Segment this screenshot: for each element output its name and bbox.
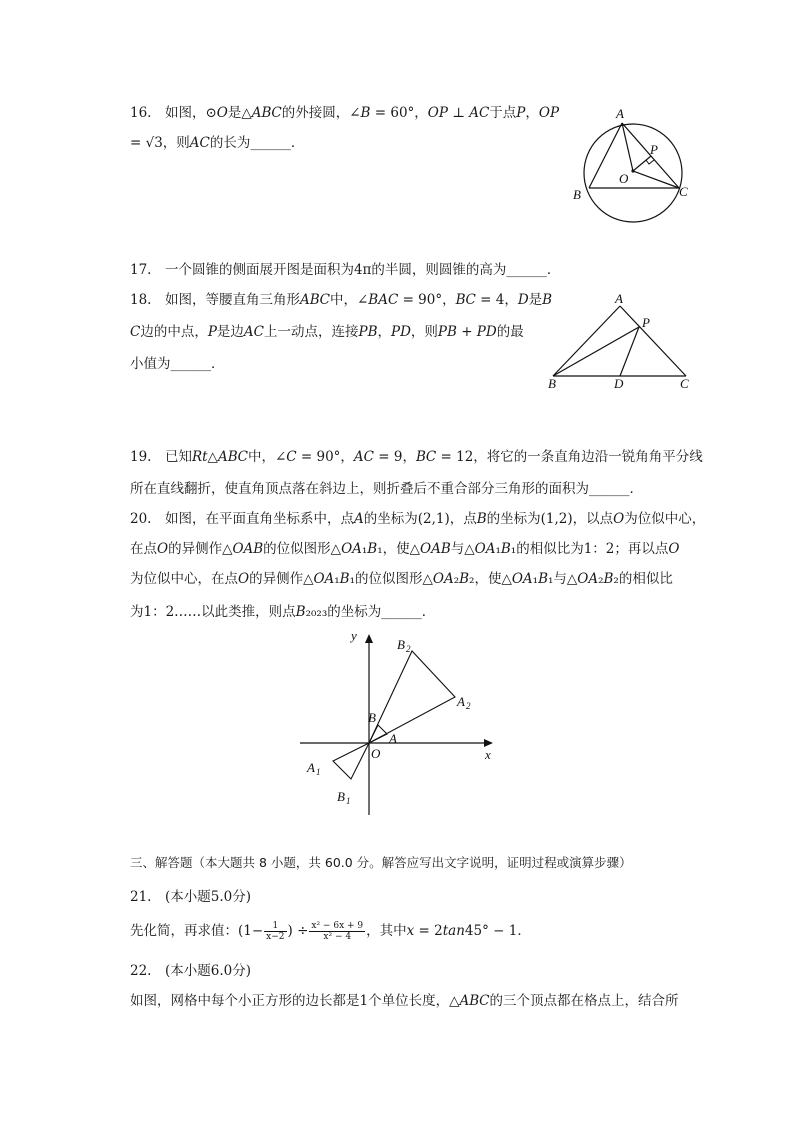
q21-suffix: ，其中𝑥 = 2𝑡𝑎𝑛45° − 1． [366,923,531,939]
q20-figure [295,625,505,820]
q20-line2: 在点𝑂的异侧作△𝑂𝐴𝐵的位似图形△𝑂𝐴₁𝐵₁，使△𝑂𝐴𝐵与△𝑂𝐴₁𝐵₁的相似比为1：2；再以点𝑂 [130,541,680,557]
q21-frac2-num: x² − 6x + 9 [311,921,364,931]
axis-label-x: x [485,747,491,762]
q20-line4: 为1：2……以此类推，则点𝐵₂₀₂₃的坐标为______． [130,604,436,620]
label-a2-sub: 2 [466,701,471,711]
q21-mid: ) ÷ [287,923,309,939]
label-b: B [548,376,556,391]
label-a1: A [307,760,315,775]
q21-body [130,918,531,944]
label-b1: B [337,789,345,804]
label-o: O [371,746,381,761]
q21-frac2-den: x² − 4 [323,932,352,942]
label-a: A [616,106,624,121]
label-p: P [650,142,658,157]
q18-line1: 18. 如图，等腰直角三角形𝐴𝐵𝐶中，∠𝐵𝐴𝐶 = 90°，𝐵𝐶 = 4，𝐷是𝐵 [130,292,553,308]
label-p: P [642,315,650,330]
label-c: C [680,376,689,391]
q21-header: 21. (本小题5.0分) [130,889,251,905]
label-b1-sub: 1 [346,796,351,806]
label-b: B [573,187,581,202]
q18-line3: 小值为______． [130,356,225,372]
q18-line2: 𝐶边的中点，𝑃是边𝐴𝐶上一动点，连接𝑃𝐵，𝑃𝐷，则𝑃𝐵 + 𝑃𝐷的最 [130,324,524,340]
q20-line3: 为位似中心，在点𝑂的异侧作△𝑂𝐴₁𝐵₁的位似图形△𝑂𝐴₂𝐵₂，使△𝑂𝐴₁𝐵₁与△𝑂𝐴₂𝐵₂的相似比 [130,571,673,587]
q17-line1: 17. 一个圆锥的侧面展开图是面积为4π的半圆，则圆锥的高为______． [130,262,561,278]
q16-line2: = √3，则𝐴𝐶的长为______． [130,135,305,151]
section-title: 三、解答题（本大题共 8 小题，共 60.0 分。解答应写出文字说明，证明过程或演算步骤） [130,855,632,870]
label-d: D [614,376,624,391]
q19-line2: 所在直线翻折，使直角顶点落在斜边上，则折叠后不重合部分三角形的面积为______． [130,481,643,497]
label-b2: B [397,637,405,652]
axis-label-y: y [351,628,357,643]
q21-frac1-den: x−2 [266,932,285,942]
label-b2-sub: 2 [406,644,411,654]
label-a2: A [457,694,465,709]
q21-frac1-num: 1 [264,921,286,932]
q21-fraction-2 [309,921,365,942]
q21-prefix: 先化简，再求值：(1− [130,923,264,939]
label-b: B [368,710,376,725]
q22-line1: 如图，网格中每个小正方形的边长都是1个单位长度，△𝐴𝐵𝐶的三个顶点都在格点上，结合所 [130,993,679,1009]
q18-figure [545,290,695,395]
q20-line1: 20. 如图，在平面直角坐标系中，点𝐴的坐标为(2,1)，点𝐵的坐标为(1,2)，以点𝑂为位似中心， [130,511,706,527]
label-c: C [679,184,688,199]
label-o: O [619,171,629,186]
q16-line1: 16. 如图，⊙𝑂是△𝐴𝐵𝐶的外接圆，∠𝐵 = 60°，𝑂𝑃 ⊥ 𝐴𝐶于点𝑃，𝑂𝑃 [130,105,560,121]
label-a: A [615,291,623,306]
q19-line1: 19. 已知𝑅𝑡△𝐴𝐵𝐶中，∠𝐶 = 90°，𝐴𝐶 = 9，𝐵𝐶 = 12，将它的一条直角边沿一锐角角平分线 [130,449,703,465]
circle-o [584,124,682,222]
label-a1-sub: 1 [316,767,321,777]
label-a: A [389,731,397,746]
q22-header: 22. (本小题6.0分) [130,963,251,979]
q21-fraction-1 [264,921,286,942]
q16-figure [570,105,700,230]
